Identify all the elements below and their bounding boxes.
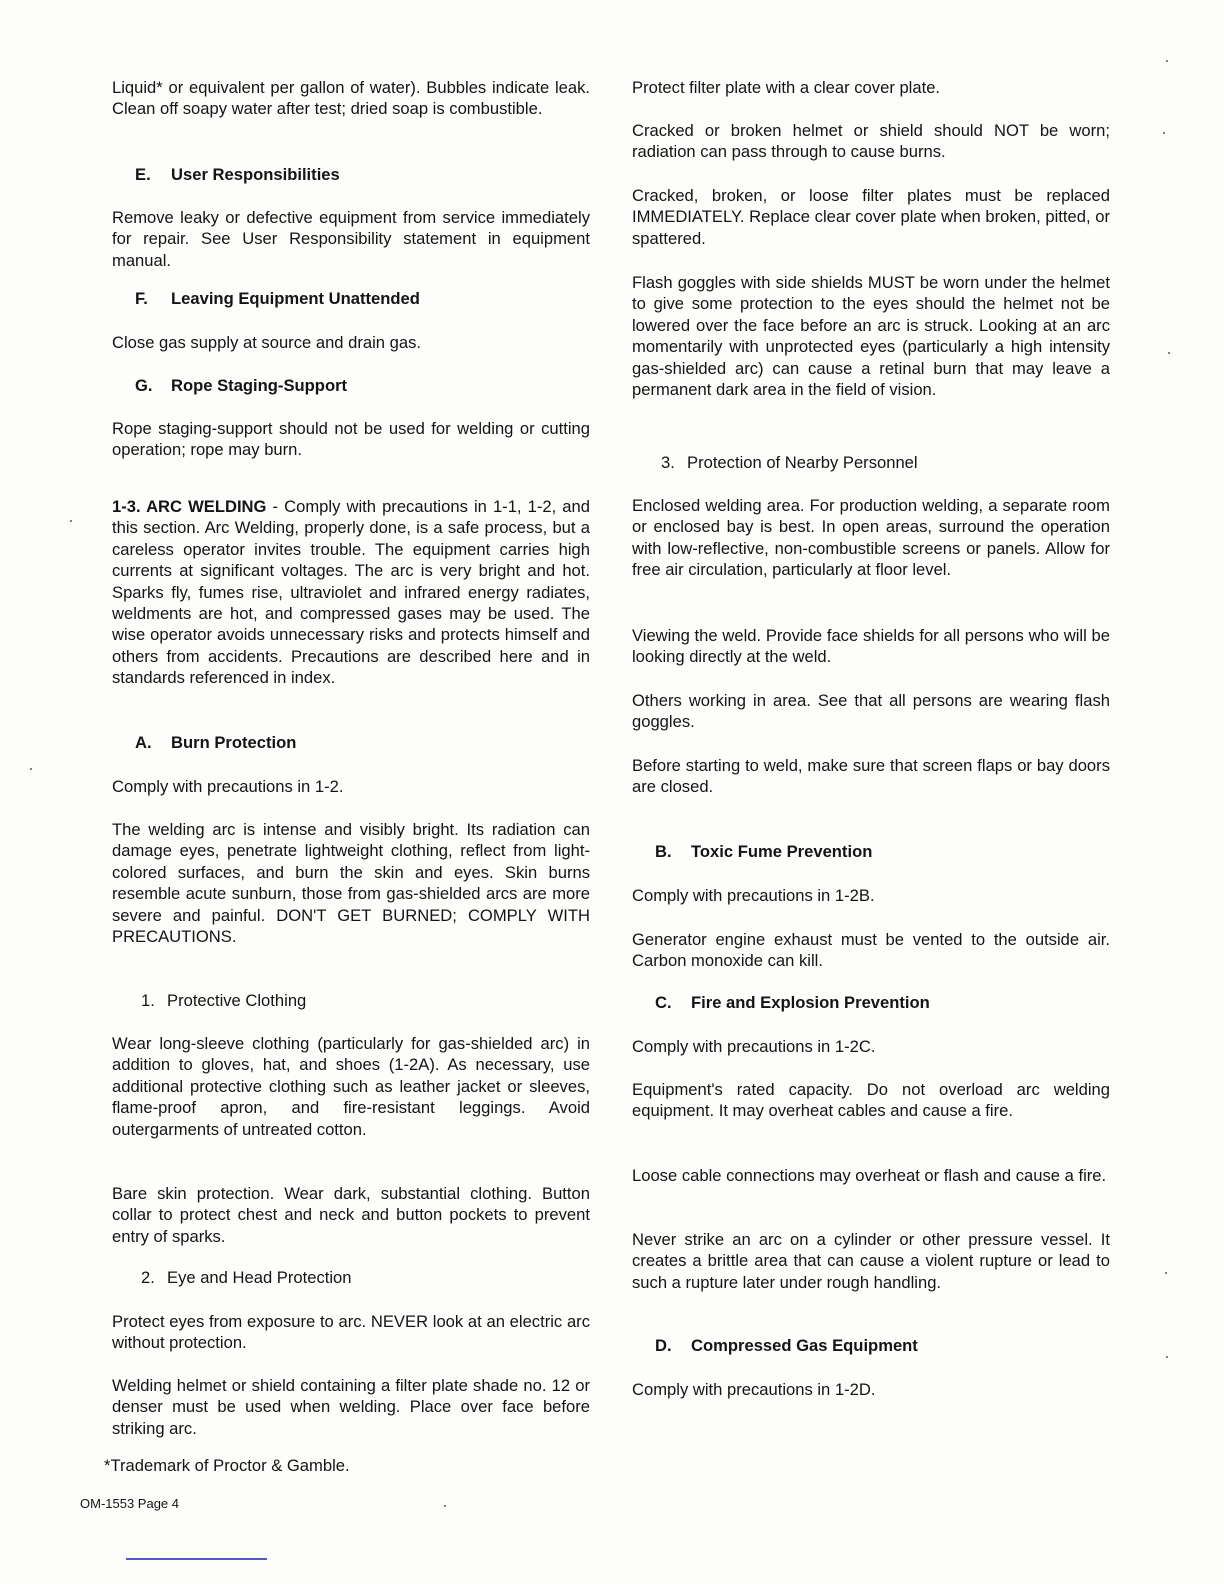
paragraph-others-working: Others working in area. See that all persons are wearing flash goggles. [632,691,1110,732]
paragraph-remove-leaky: Remove leaky or defective equipment from service immediately for repair. See User Responsibility statement in equipment manual. [112,208,590,270]
scan-speck [1163,132,1165,134]
subheading-protective-clothing [112,990,619,1011]
heading-letter: F. [135,289,148,308]
paragraph-comply-1-2b: Comply with precautions in 1-2B. [632,886,875,905]
paragraph-close-gas: Close gas supply at source and drain gas. [112,333,422,352]
heading-letter: C. [655,993,672,1012]
scan-speck [1165,1272,1167,1274]
subheading-number: 3. [661,453,675,472]
scan-speck [70,520,72,522]
paragraph-rated-capacity: Equipment's rated capacity. Do not overload arc welding equipment. It may overheat cables and cause a fire. [632,1080,1110,1121]
subheading-nearby-personnel [632,452,1139,473]
paragraph-generator-exhaust: Generator engine exhaust must be vented to the outside air. Carbon monoxide can kill. [632,930,1110,971]
heading-user-responsibilities [112,164,613,185]
scan-speck [1166,1356,1168,1358]
paragraph-never-strike: Never strike an arc on a cylinder or other pressure vessel. It creates a brittle area that can cause a violent rupture or lead to such a rupture later under rough handling. [632,1230,1110,1292]
paragraph-cracked-filter-plates: Cracked, broken, or loose filter plates must be replaced IMMEDIATELY. Replace clear cover plate when broken, pitted, or spattered. [632,186,1110,248]
heading-fire-explosion [632,992,1133,1013]
paragraph-viewing-weld: Viewing the weld. Provide face shields for all persons who will be looking directly at the weld. [632,626,1110,667]
paragraph-rope-staging: Rope staging-support should not be used for welding or cutting operation; rope may burn. [112,419,590,460]
heading-letter: E. [135,165,151,184]
paragraph-protect-eyes: Protect eyes from exposure to arc. NEVER look at an electric arc without protection. [112,1312,590,1353]
heading-title: Rope Staging-Support [171,376,348,395]
heading-burn-protection [112,732,613,753]
paragraph-bare-skin: Bare skin protection. Wear dark, substantial clothing. Button collar to protect chest and neck and button pockets to prevent entry of sparks. [112,1184,590,1246]
scan-speck [444,1505,446,1507]
paragraph-arc-welding [112,496,590,689]
heading-letter: A. [135,733,152,752]
subheading-number: 1. [141,991,155,1010]
paragraph-filter-plate: Protect filter plate with a clear cover plate. [632,78,941,97]
heading-title: Fire and Explosion Prevention [691,993,930,1012]
heading-toxic-fume [632,841,1133,862]
paragraph-before-starting: Before starting to weld, make sure that screen flaps or bay doors are closed. [632,756,1110,797]
paragraph-long-sleeve: Wear long-sleeve clothing (particularly for gas-shielded arc) in addition to gloves, hat, and shoes (1-2A). As necessary, use additional protective clothing such as leather jacket or sleeves, flame-proof apron, and fire-resistant leggings. Avoid outergarments of untreated cotton. [112,1034,590,1139]
paragraph-enclosed-welding-area: Enclosed welding area. For production welding, a separate room or enclosed bay is best. In open areas, surround the operation with low-reflective, non-combustible screens or panels. Allow for free air circulation, particularly at floor level. [632,496,1110,580]
heading-title: Leaving Equipment Unattended [171,289,420,308]
subheading-number: 2. [141,1268,155,1287]
heading-letter: G. [135,376,153,395]
paragraph-comply-1-2: Comply with precautions in 1-2. [112,777,344,796]
paragraph-loose-cable: Loose cable connections may overheat or flash and cause a fire. [632,1166,1107,1185]
trademark-footnote: *Trademark of Proctor & Gamble. [104,1456,350,1475]
subheading-title: Protective Clothing [167,991,307,1010]
heading-title: Burn Protection [171,733,297,752]
subheading-title: Eye and Head Protection [167,1268,352,1287]
heading-leaving-equipment [112,288,613,309]
scan-speck [30,768,32,770]
paragraph-welding-arc-intense: The welding arc is intense and visibly bright. Its radiation can damage eyes, penetrate lightweight clothing, reflect from light-colored surfaces, and burn the skin and eyes. Skin burns resemble acute sunburn, those from gas-shielded arcs are more severe and painful. DON'T GET BURNED; COMPLY WITH PRECAUTIONS. [112,820,590,947]
paragraph-comply-1-2d: Comply with precautions in 1-2D. [632,1380,876,1399]
heading-title: Toxic Fume Prevention [691,842,873,861]
heading-rope-staging [112,375,613,396]
page-footer: OM-1553 Page 4 [80,1496,180,1511]
scan-edge-line [126,1558,267,1560]
heading-letter: D. [655,1336,672,1355]
scan-speck [1166,60,1168,62]
paragraph-arc-welding-text: - Comply with precautions in 1-1, 1-2, and this section. Arc Welding, properly done, is a safe process, but a careless operator invites trouble. The equipment carries high currents at significant voltages. The arc is very bright and hot. Sparks fly, fumes rise, ultraviolet and infrared energy radiates, weldments are hot, and compressed gases may be used. The wise operator avoids unnecessary risks and protects himself and others from accidents. Precautions are described here and in standards referenced in index. [112,497,590,688]
heading-title: Compressed Gas Equipment [691,1336,918,1355]
heading-title: User Responsibilities [171,165,340,184]
paragraph-cracked-helmet: Cracked or broken helmet or shield should NOT be worn; radiation can pass through to cause burns. [632,121,1110,162]
subheading-title: Protection of Nearby Personnel [687,453,918,472]
paragraph-bubbles-leak: Liquid* or equivalent per gallon of water). Bubbles indicate leak. Clean off soapy water after test; dried soap is combustible. [112,78,590,119]
paragraph-comply-1-2c: Comply with precautions in 1-2C. [632,1037,876,1056]
paragraph-welding-helmet: Welding helmet or shield containing a filter plate shade no. 12 or denser must be used when welding. Place over face before striking arc. [112,1376,590,1438]
section-lead-arc-welding: 1-3. ARC WELDING [112,497,267,516]
heading-letter: B. [655,842,672,861]
heading-compressed-gas [632,1335,1133,1356]
paragraph-flash-goggles: Flash goggles with side shields MUST be worn under the helmet to give some protection to the eyes should the helmet not be lowered over the face before an arc is struck. Looking at an arc momentarily with unprotected eyes (particularly a high intensity gas-shielded arc) can cause a retinal burn that may leave a permanent dark area in the field of vision. [632,273,1110,400]
subheading-eye-head-protection [112,1267,619,1288]
scan-speck [1168,352,1170,354]
